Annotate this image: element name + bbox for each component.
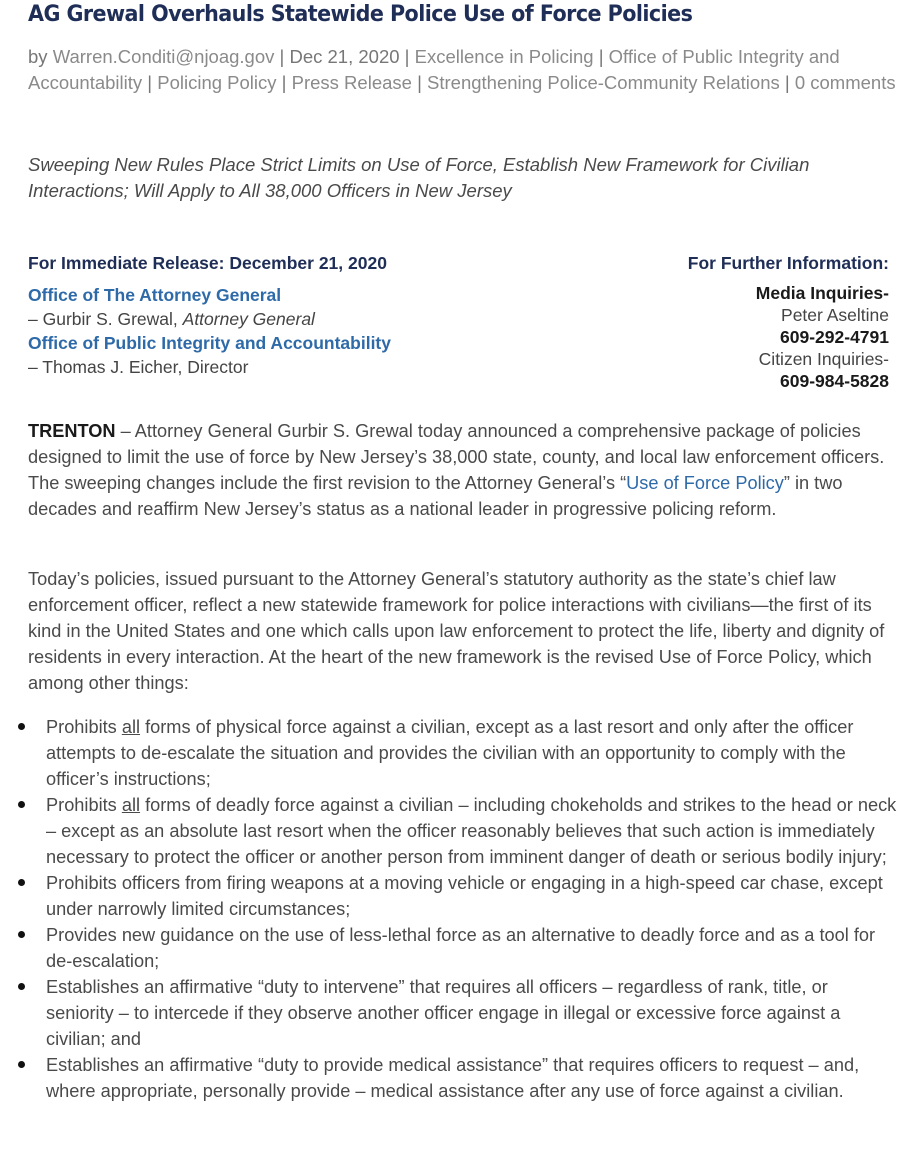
bullet-icon bbox=[18, 1061, 25, 1068]
category-link-excellence[interactable]: Excellence in Policing bbox=[414, 46, 594, 67]
dateline: TRENTON bbox=[28, 421, 116, 441]
meta-by: by bbox=[28, 46, 48, 67]
policy-bullet-list bbox=[0, 714, 900, 1104]
bullet-icon bbox=[18, 983, 25, 990]
use-of-force-policy-link[interactable]: Use of Force Policy bbox=[626, 473, 784, 493]
bullet-icon bbox=[18, 723, 25, 730]
release-date-heading: For Immediate Release: December 21, 2020 bbox=[28, 253, 387, 273]
citizen-inquiries-label: Citizen Inquiries- bbox=[758, 349, 889, 369]
list-item: Prohibits all forms of deadly force against a civilian – including chokeholds and strikes to the head or neck – except as an absolute last resort when the officer reasonably believes that such action is immediately necessary to protect the officer or another person from imminent danger of death or serious bodily injury; bbox=[0, 792, 900, 870]
release-contacts-right bbox=[559, 251, 889, 392]
list-item: Establishes an affirmative “duty to provide medical assistance” that requires officers to request – and, where appropriate, personally provide – medical assistance after any use of force against a civilian. bbox=[0, 1052, 900, 1104]
citizen-phone: 609-984-5828 bbox=[780, 371, 889, 391]
category-link-press-release[interactable]: Press Release bbox=[291, 72, 412, 93]
comments-link[interactable]: 0 comments bbox=[794, 72, 896, 93]
list-item: Establishes an affirmative “duty to intervene” that requires all officers – regardless of rank, title, or seniority – to intercede if they observe another officer engage in illegal or excessive force against a civilian; and bbox=[0, 974, 900, 1052]
body-paragraph-2: Today’s policies, issued pursuant to the Attorney General’s statutory authority as the state’s chief law enforcement officer, reflect a new statewide framework for police interactions with civilians—the first of its kind in the United States and one which calls upon law enforcement to protect the life, liberty and dignity of residents in every interaction. At the heart of the new framework is the revised Use of Force Policy, which among other things: bbox=[28, 569, 885, 693]
body-paragraph-1: TRENTON – Attorney General Gurbir S. Grewal today announced a comprehensive package of policies designed to limit the use of force by New Jersey’s 38,000 state, county, and local law enforcement officers. The sweeping changes include the first revision to the Attorney General’s “Use of Force Policy” in two decades and reaffirm New Jersey’s status as a national leader in progressive policing reform. bbox=[28, 421, 885, 519]
article-meta: by Warren.Conditi@njoag.gov | Dec 21, 2020 | Excellence in Policing | Office of Public Integrity and Accountability | Policing Policy | Press Release | Strengthening Police-Community Relations | 0 comments bbox=[28, 46, 896, 93]
office-opia-link[interactable]: Office of Public Integrity and Accountability bbox=[28, 333, 391, 353]
bullet-icon bbox=[18, 931, 25, 938]
list-item: Prohibits all forms of physical force against a civilian, except as a last resort and only after the officer attempts to de-escalate the situation and provides the civilian with an opportunity to comply with the officer’s instructions; bbox=[0, 714, 900, 792]
article-subtitle: Sweeping New Rules Place Strict Limits on Use of Force, Establish New Framework for Civilian Interactions; Will Apply to All 38,000 Officers in New Jersey bbox=[28, 154, 810, 201]
media-inquiries-label: Media Inquiries- bbox=[755, 283, 889, 303]
category-link-policing-policy[interactable]: Policing Policy bbox=[157, 72, 277, 93]
media-phone: 609-292-4791 bbox=[780, 327, 889, 347]
office-opia-person: – Thomas J. Eicher, Director bbox=[28, 357, 249, 377]
media-contact-name: Peter Aseltine bbox=[781, 305, 889, 325]
bullet-icon bbox=[18, 879, 25, 886]
office-ag-link[interactable]: Office of The Attorney General bbox=[28, 285, 282, 305]
list-item: Prohibits officers from firing weapons at a moving vehicle or engaging in a high-speed car chase, except under narrowly limited circumstances; bbox=[0, 870, 900, 922]
release-contacts-left bbox=[28, 251, 588, 379]
author-link[interactable]: Warren.Conditi@njoag.gov bbox=[52, 46, 275, 67]
post-date: Dec 21, 2020 bbox=[289, 46, 400, 67]
category-link-community-relations[interactable]: Strengthening Police-Community Relations bbox=[427, 72, 780, 93]
bullet-icon bbox=[18, 801, 25, 808]
further-info-heading: For Further Information: bbox=[687, 253, 889, 273]
list-item: Provides new guidance on the use of less-lethal force as an alternative to deadly force and as a tool for de-escalation; bbox=[0, 922, 900, 974]
category-link-opia[interactable]: Office of Public Integrity and Accountability bbox=[28, 46, 840, 93]
office-ag-person: – Gurbir S. Grewal, Attorney General bbox=[28, 309, 315, 329]
article-title: AG Grewal Overhauls Statewide Police Use of Force Policies bbox=[28, 2, 693, 27]
